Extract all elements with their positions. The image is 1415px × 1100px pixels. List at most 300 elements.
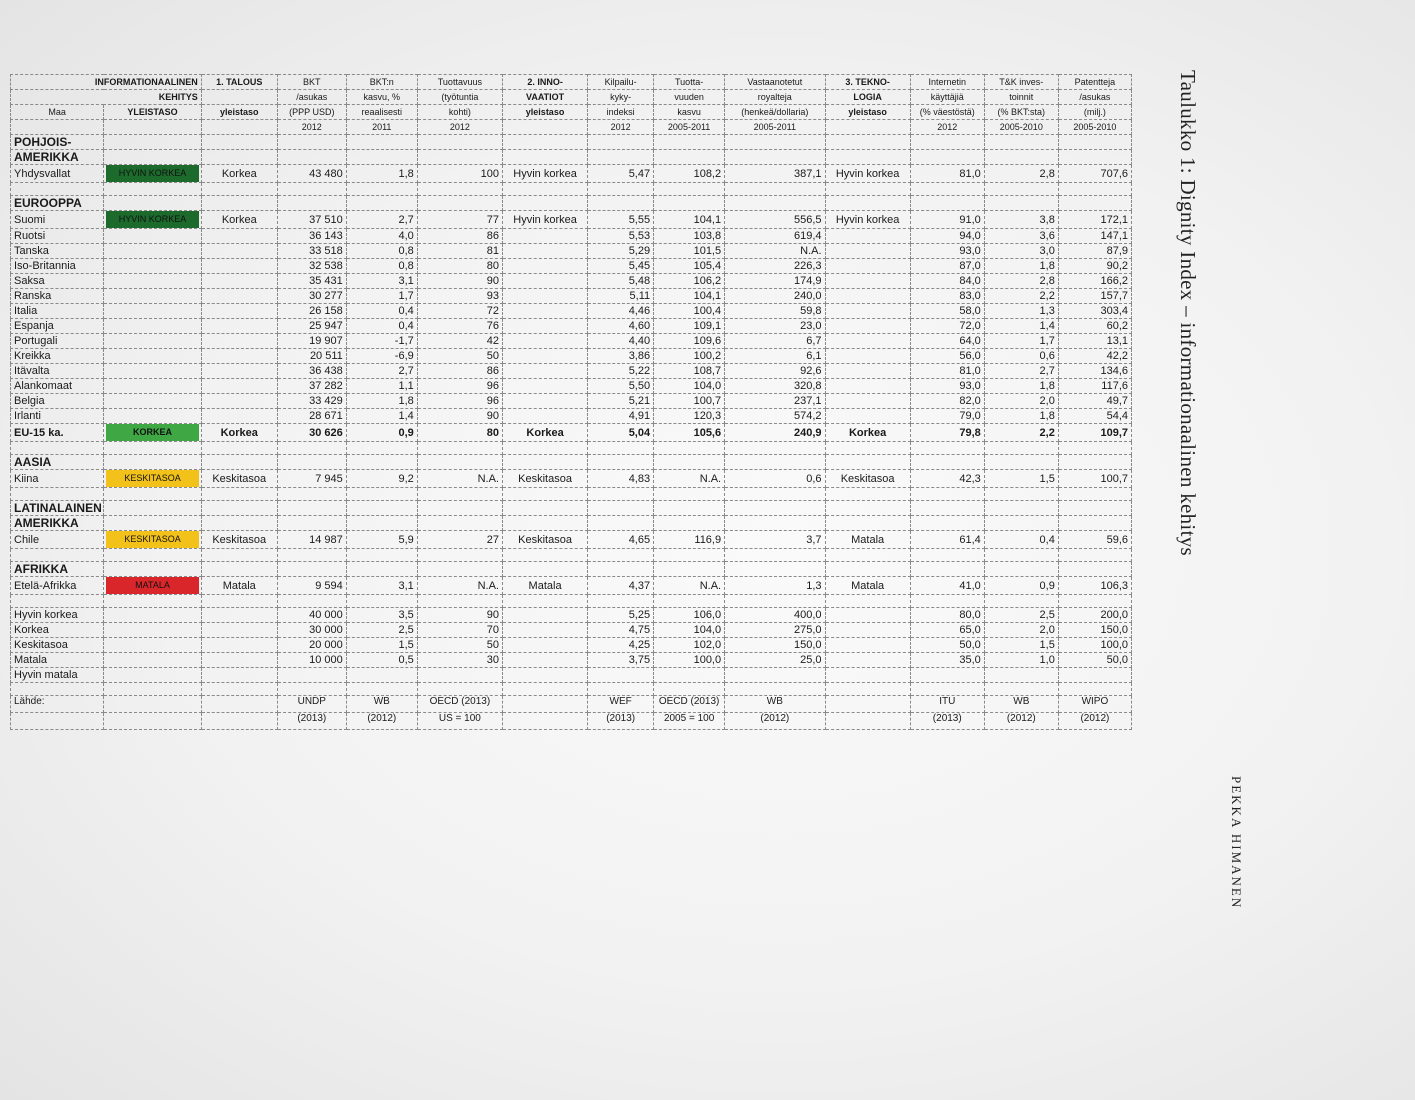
competitiveness-cell: 5,11: [588, 289, 654, 304]
patents-cell: [1058, 668, 1131, 683]
competitiveness-cell: 3,86: [588, 349, 654, 364]
royalties-cell: 150,0: [725, 638, 825, 653]
internet-users-cell: 91,0: [910, 211, 984, 229]
empty-cell: [725, 442, 825, 455]
innovation-level-cell: [502, 608, 587, 623]
empty-cell: [201, 442, 277, 455]
royalties-cell: 3,7: [725, 531, 825, 549]
innovation-level-cell: Hyvin korkea: [502, 211, 587, 229]
spacer-row: [11, 683, 1132, 696]
empty-cell: [654, 488, 725, 501]
empty-cell: [201, 135, 277, 150]
empty-cell: [502, 488, 587, 501]
empty-cell: [104, 516, 201, 531]
region-label: EUROOPPA: [11, 196, 104, 211]
empty-cell: [725, 488, 825, 501]
overall-level-cell: [104, 668, 201, 683]
empty-cell: [502, 196, 587, 211]
empty-cell: [588, 683, 654, 696]
economy-level-cell: Korkea: [201, 211, 277, 229]
rd-investment-cell: 3,0: [984, 244, 1058, 259]
productivity-cell: 86: [417, 364, 502, 379]
source-cell: (2013): [910, 713, 984, 730]
table-row: [11, 274, 1132, 289]
empty-cell: [654, 183, 725, 196]
royalties-cell: 320,8: [725, 379, 825, 394]
empty-cell: [984, 442, 1058, 455]
empty-cell: [910, 595, 984, 608]
economy-level-cell: [201, 304, 277, 319]
col-header-informational: INFORMATIONAALINEN: [11, 75, 202, 90]
rd-investment-cell: 2,8: [984, 274, 1058, 289]
header-cell: (työtuntia: [417, 90, 502, 105]
gdp-growth-cell: 2,7: [346, 211, 417, 229]
productivity-growth-cell: 106,0: [654, 608, 725, 623]
gdp-growth-cell: 2,7: [346, 364, 417, 379]
empty-cell: [201, 183, 277, 196]
patents-cell: 200,0: [1058, 608, 1131, 623]
patents-cell: 109,7: [1058, 424, 1131, 442]
empty-cell: [825, 442, 910, 455]
productivity-growth-cell: 104,0: [654, 379, 725, 394]
gdp-growth-cell: 5,9: [346, 531, 417, 549]
empty-cell: [104, 455, 201, 470]
rd-investment-cell: 1,5: [984, 470, 1058, 488]
header-cell: /asukas: [1058, 90, 1131, 105]
col-header-internet: Internetin: [910, 75, 984, 90]
empty-cell: [910, 150, 984, 165]
empty-cell: [346, 683, 417, 696]
patents-cell: 157,7: [1058, 289, 1131, 304]
empty-cell: [502, 442, 587, 455]
empty-cell: [104, 196, 201, 211]
header-cell: kasvu, %: [346, 90, 417, 105]
empty-cell: [588, 549, 654, 562]
empty-cell: [277, 196, 346, 211]
patents-cell: 707,6: [1058, 165, 1131, 183]
region-label: LATINALAINEN: [11, 501, 104, 516]
country-cell: Saksa: [11, 274, 104, 289]
internet-users-cell: 72,0: [910, 319, 984, 334]
overall-level-cell: [104, 229, 201, 244]
productivity-growth-cell: 100,0: [654, 653, 725, 668]
source-cell: US = 100: [417, 713, 502, 730]
country-cell: Itävalta: [11, 364, 104, 379]
gdp-growth-cell: 2,5: [346, 623, 417, 638]
table-row: [11, 531, 1132, 549]
empty-cell: [104, 696, 201, 713]
technology-level-cell: Keskitasoa: [825, 470, 910, 488]
internet-users-cell: 81,0: [910, 165, 984, 183]
source-cell: WB: [346, 696, 417, 713]
level-badge: HYVIN KORKEA: [106, 165, 198, 182]
competitiveness-cell: 5,22: [588, 364, 654, 379]
rd-investment-cell: 1,5: [984, 638, 1058, 653]
empty-cell: [502, 135, 587, 150]
rd-investment-cell: 0,9: [984, 577, 1058, 595]
empty-cell: [1058, 135, 1131, 150]
productivity-cell: 100: [417, 165, 502, 183]
header-cell: [104, 120, 201, 135]
gdp-growth-cell: -1,7: [346, 334, 417, 349]
empty-cell: [104, 713, 201, 730]
gdp-growth-cell: 1,5: [346, 638, 417, 653]
header-cell: royalteja: [725, 90, 825, 105]
empty-cell: [825, 562, 910, 577]
technology-level-cell: Matala: [825, 577, 910, 595]
gdp-cell: 33 429: [277, 394, 346, 409]
innovation-level-cell: [502, 638, 587, 653]
patents-cell: 166,2: [1058, 274, 1131, 289]
rd-investment-cell: 1,3: [984, 304, 1058, 319]
competitiveness-cell: 5,55: [588, 211, 654, 229]
gdp-growth-cell: 4,0: [346, 229, 417, 244]
col-header-country: Maa: [11, 105, 104, 120]
patents-cell: 147,1: [1058, 229, 1131, 244]
gdp-growth-cell: 1,8: [346, 165, 417, 183]
empty-cell: [417, 683, 502, 696]
rd-investment-cell: 0,6: [984, 349, 1058, 364]
table-row: [11, 470, 1132, 488]
empty-cell: [725, 595, 825, 608]
internet-users-cell: 93,0: [910, 244, 984, 259]
empty-cell: [201, 516, 277, 531]
overall-level-cell: [104, 638, 201, 653]
productivity-growth-cell: 104,0: [654, 623, 725, 638]
empty-cell: [654, 549, 725, 562]
empty-cell: [502, 595, 587, 608]
header-year: 2005-2010: [984, 120, 1058, 135]
patents-cell: 60,2: [1058, 319, 1131, 334]
table-row: [11, 349, 1132, 364]
empty-cell: [725, 516, 825, 531]
empty-cell: [910, 442, 984, 455]
header-year: 2005-2010: [1058, 120, 1131, 135]
empty-cell: [201, 683, 277, 696]
productivity-growth-cell: 103,8: [654, 229, 725, 244]
technology-level-cell: [825, 364, 910, 379]
table-row: [11, 229, 1132, 244]
competitiveness-cell: 5,45: [588, 259, 654, 274]
economy-level-cell: [201, 668, 277, 683]
patents-cell: 134,6: [1058, 364, 1131, 379]
empty-cell: [1058, 516, 1131, 531]
empty-cell: [104, 683, 201, 696]
gdp-cell: 37 282: [277, 379, 346, 394]
technology-level-cell: [825, 394, 910, 409]
col-header-development: KEHITYS: [11, 90, 202, 105]
empty-cell: [417, 488, 502, 501]
economy-level-cell: [201, 379, 277, 394]
empty-cell: [104, 501, 201, 516]
gdp-growth-cell: 3,1: [346, 274, 417, 289]
empty-cell: [502, 562, 587, 577]
empty-cell: [984, 196, 1058, 211]
royalties-cell: 240,9: [725, 424, 825, 442]
empty-cell: [1058, 455, 1131, 470]
empty-cell: [910, 501, 984, 516]
level-badge: KESKITASOA: [106, 470, 198, 487]
overall-level-cell: [104, 470, 201, 488]
gdp-cell: 36 143: [277, 229, 346, 244]
header-row-years: [11, 120, 1132, 135]
level-badge: MATALA: [106, 577, 198, 594]
royalties-cell: 92,6: [725, 364, 825, 379]
spacer-row: [11, 183, 1132, 196]
gdp-growth-cell: 3,5: [346, 608, 417, 623]
economy-level-cell: [201, 608, 277, 623]
empty-cell: [588, 562, 654, 577]
table-row: [11, 364, 1132, 379]
empty-cell: [588, 488, 654, 501]
royalties-cell: 6,1: [725, 349, 825, 364]
economy-level-cell: [201, 229, 277, 244]
source-row: [11, 713, 1132, 730]
competitiveness-cell: [588, 668, 654, 683]
col-header-gdp-growth: BKT:n: [346, 75, 417, 90]
header-cell: toinnit: [984, 90, 1058, 105]
empty-cell: [1058, 562, 1131, 577]
empty-cell: [654, 150, 725, 165]
gdp-cell: 37 510: [277, 211, 346, 229]
empty-cell: [201, 696, 277, 713]
innovation-level-cell: [502, 379, 587, 394]
technology-level-cell: [825, 304, 910, 319]
empty-cell: [104, 488, 201, 501]
empty-cell: [277, 150, 346, 165]
empty-cell: [277, 683, 346, 696]
competitiveness-cell: 4,46: [588, 304, 654, 319]
overall-level-cell: [104, 577, 201, 595]
competitiveness-cell: 5,53: [588, 229, 654, 244]
country-cell: Portugali: [11, 334, 104, 349]
empty-cell: [588, 196, 654, 211]
empty-cell: [277, 455, 346, 470]
header-cell: [825, 120, 910, 135]
source-cell: (2013): [588, 713, 654, 730]
productivity-growth-cell: 108,2: [654, 165, 725, 183]
empty-cell: [1058, 183, 1131, 196]
empty-cell: [1058, 196, 1131, 211]
empty-cell: [277, 183, 346, 196]
productivity-cell: 90: [417, 409, 502, 424]
rd-investment-cell: 2,0: [984, 394, 1058, 409]
table-row: [11, 244, 1132, 259]
empty-cell: [984, 150, 1058, 165]
empty-cell: [654, 501, 725, 516]
productivity-growth-cell: 100,4: [654, 304, 725, 319]
country-cell: Tanska: [11, 244, 104, 259]
gdp-cell: 20 000: [277, 638, 346, 653]
competitiveness-cell: 5,50: [588, 379, 654, 394]
economy-level-cell: [201, 364, 277, 379]
productivity-growth-cell: 102,0: [654, 638, 725, 653]
country-cell: Korkea: [11, 623, 104, 638]
economy-level-cell: Matala: [201, 577, 277, 595]
table-row: [11, 289, 1132, 304]
header-cell: (% väestöstä): [910, 105, 984, 120]
country-cell: Hyvin korkea: [11, 608, 104, 623]
empty-cell: [825, 150, 910, 165]
gdp-growth-cell: 0,8: [346, 259, 417, 274]
productivity-growth-cell: 105,4: [654, 259, 725, 274]
overall-level-cell: [104, 244, 201, 259]
header-year: 2011: [346, 120, 417, 135]
productivity-growth-cell: N.A.: [654, 577, 725, 595]
country-cell: Suomi: [11, 211, 104, 229]
empty-cell: [502, 713, 587, 730]
empty-cell: [984, 455, 1058, 470]
royalties-cell: 174,9: [725, 274, 825, 289]
table-row: [11, 319, 1132, 334]
header-cell: käyttäjiä: [910, 90, 984, 105]
royalties-cell: 25,0: [725, 653, 825, 668]
gdp-cell: 19 907: [277, 334, 346, 349]
empty-cell: [588, 595, 654, 608]
innovation-level-cell: Keskitasoa: [502, 470, 587, 488]
country-cell: Kreikka: [11, 349, 104, 364]
productivity-growth-cell: 120,3: [654, 409, 725, 424]
empty-cell: [984, 488, 1058, 501]
header-cell: yleistaso: [502, 105, 587, 120]
technology-level-cell: [825, 319, 910, 334]
rd-investment-cell: 3,6: [984, 229, 1058, 244]
gdp-growth-cell: 1,7: [346, 289, 417, 304]
empty-cell: [825, 683, 910, 696]
empty-cell: [417, 516, 502, 531]
internet-users-cell: 41,0: [910, 577, 984, 595]
internet-users-cell: 35,0: [910, 653, 984, 668]
empty-cell: [984, 595, 1058, 608]
technology-level-cell: Korkea: [825, 424, 910, 442]
empty-cell: [417, 442, 502, 455]
spacer-row: [11, 488, 1132, 501]
innovation-level-cell: [502, 319, 587, 334]
economy-level-cell: Korkea: [201, 424, 277, 442]
empty-cell: [910, 183, 984, 196]
productivity-cell: 86: [417, 229, 502, 244]
empty-cell: [588, 150, 654, 165]
technology-level-cell: [825, 409, 910, 424]
technology-level-cell: [825, 229, 910, 244]
productivity-cell: 27: [417, 531, 502, 549]
empty-cell: [502, 150, 587, 165]
overall-level-cell: [104, 304, 201, 319]
economy-level-cell: [201, 653, 277, 668]
gdp-growth-cell: 0,4: [346, 304, 417, 319]
gdp-growth-cell: 1,4: [346, 409, 417, 424]
header-cell: LOGIA: [825, 90, 910, 105]
internet-users-cell: 87,0: [910, 259, 984, 274]
empty-cell: [11, 595, 104, 608]
gdp-cell: 36 438: [277, 364, 346, 379]
region-label: AMERIKKA: [11, 516, 104, 531]
economy-level-cell: Keskitasoa: [201, 470, 277, 488]
economy-level-cell: [201, 244, 277, 259]
patents-cell: 100,7: [1058, 470, 1131, 488]
economy-level-cell: [201, 638, 277, 653]
productivity-growth-cell: 109,6: [654, 334, 725, 349]
competitiveness-cell: 5,21: [588, 394, 654, 409]
empty-cell: [417, 595, 502, 608]
gdp-cell: 30 626: [277, 424, 346, 442]
overall-level-cell: [104, 623, 201, 638]
empty-cell: [11, 488, 104, 501]
country-cell: Iso-Britannia: [11, 259, 104, 274]
gdp-cell: 33 518: [277, 244, 346, 259]
rd-investment-cell: 2,2: [984, 289, 1058, 304]
royalties-cell: 400,0: [725, 608, 825, 623]
empty-cell: [654, 516, 725, 531]
country-cell: Etelä-Afrikka: [11, 577, 104, 595]
source-cell: 2005 = 100: [654, 713, 725, 730]
table-row: [11, 577, 1132, 595]
technology-level-cell: [825, 608, 910, 623]
patents-cell: 117,6: [1058, 379, 1131, 394]
royalties-cell: 619,4: [725, 229, 825, 244]
empty-cell: [201, 562, 277, 577]
patents-cell: 303,4: [1058, 304, 1131, 319]
empty-cell: [588, 442, 654, 455]
empty-cell: [201, 150, 277, 165]
technology-level-cell: Matala: [825, 531, 910, 549]
innovation-level-cell: [502, 229, 587, 244]
table-row: [11, 638, 1132, 653]
innovation-level-cell: [502, 394, 587, 409]
empty-cell: [104, 549, 201, 562]
innovation-level-cell: [502, 653, 587, 668]
empty-cell: [346, 455, 417, 470]
royalties-cell: 275,0: [725, 623, 825, 638]
productivity-growth-cell: 106,2: [654, 274, 725, 289]
empty-cell: [502, 183, 587, 196]
empty-cell: [417, 135, 502, 150]
region-row: [11, 516, 1132, 531]
innovation-level-cell: Keskitasoa: [502, 531, 587, 549]
technology-level-cell: Hyvin korkea: [825, 165, 910, 183]
empty-cell: [984, 501, 1058, 516]
empty-cell: [654, 683, 725, 696]
competitiveness-cell: 5,48: [588, 274, 654, 289]
patents-cell: 150,0: [1058, 623, 1131, 638]
overall-level-cell: [104, 274, 201, 289]
empty-cell: [201, 455, 277, 470]
gdp-cell: 14 987: [277, 531, 346, 549]
economy-level-cell: Keskitasoa: [201, 531, 277, 549]
region-label: AMERIKKA: [11, 150, 104, 165]
technology-level-cell: [825, 334, 910, 349]
gdp-cell: 7 945: [277, 470, 346, 488]
country-cell: EU-15 ka.: [11, 424, 104, 442]
country-cell: Italia: [11, 304, 104, 319]
royalties-cell: 387,1: [725, 165, 825, 183]
empty-cell: [654, 562, 725, 577]
empty-cell: [11, 683, 104, 696]
gdp-cell: 30 277: [277, 289, 346, 304]
productivity-cell: 93: [417, 289, 502, 304]
empty-cell: [502, 516, 587, 531]
dignity-index-table: [10, 74, 1132, 730]
region-row: [11, 562, 1132, 577]
competitiveness-cell: 4,40: [588, 334, 654, 349]
productivity-growth-cell: 108,7: [654, 364, 725, 379]
gdp-cell: 32 538: [277, 259, 346, 274]
technology-level-cell: [825, 638, 910, 653]
col-header-technology: 3. TEKNO-: [825, 75, 910, 90]
innovation-level-cell: Hyvin korkea: [502, 165, 587, 183]
patents-cell: 42,2: [1058, 349, 1131, 364]
innovation-level-cell: [502, 349, 587, 364]
